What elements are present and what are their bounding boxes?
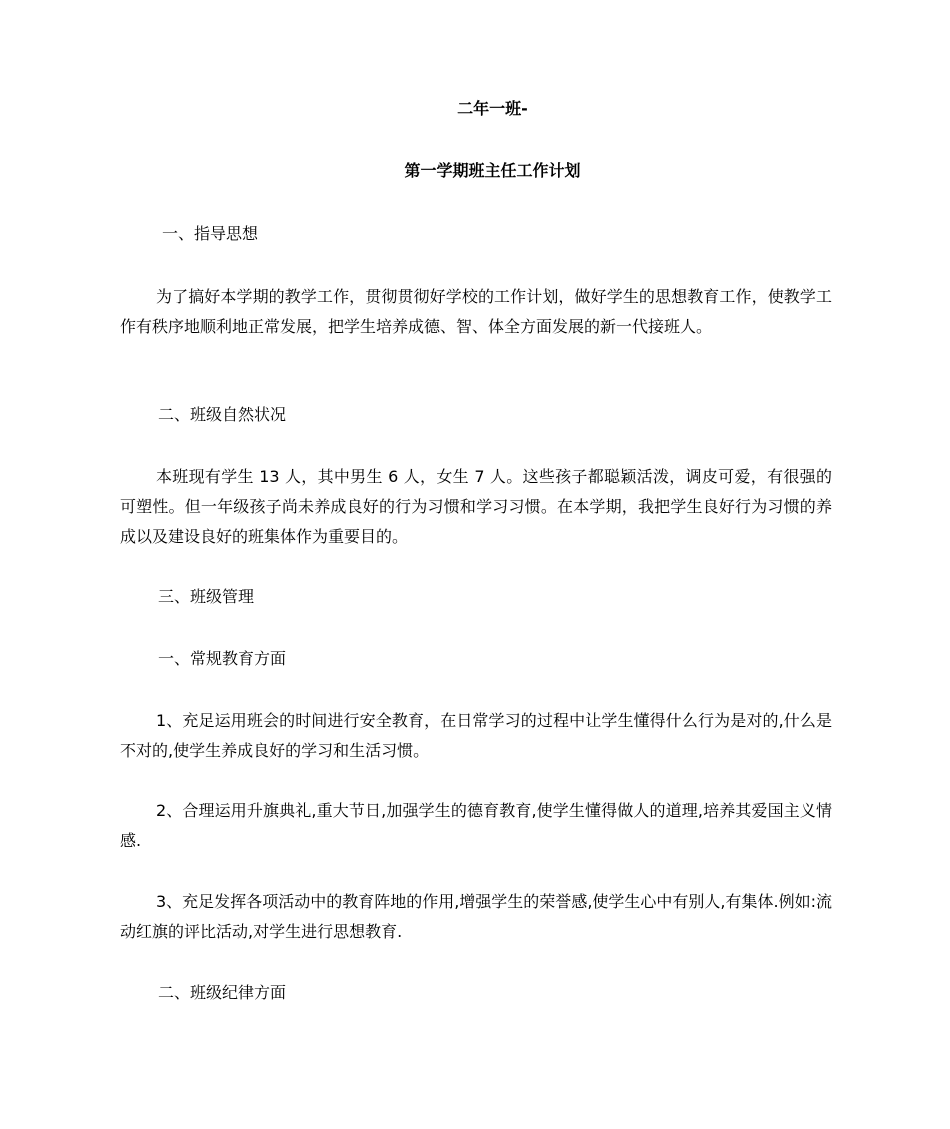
list-item-1: 1、充足运用班会的时间进行安全教育，在日常学习的过程中让学生懂得什么行为是对的,什么是不对的,使学生养成良好的学习和生活习惯。 (120, 711, 832, 760)
document-title-line1: 二年一班- (457, 99, 528, 118)
section-heading-management: 三、班级管理 (158, 587, 255, 606)
list-item-2: 2、合理运用升旗典礼,重大节日,加强学生的德育教育,使学生懂得做人的道理,培养其爱国主义情感. (120, 801, 832, 850)
list-item-3: 3、充足发挥各项活动中的教育阵地的作用,增强学生的荣誉感,使学生心中有别人,有集体.例如:流动红旗的评比活动,对学生进行思想教育. (120, 892, 832, 941)
section-heading-class-status: 二、班级自然状况 (158, 405, 287, 424)
paragraph-class-status: 本班现有学生 13 人，其中男生 6 人，女生 7 人。这些孩子都聪颖活泼，调皮可爱，有很强的可塑性。但一年级孩子尚未养成良好的行为习惯和学习习惯。在本学期，我把学生良好行为习惯的养成以及建设良好的班集体作为重要目的。 (120, 467, 832, 546)
paragraph-guiding: 为了搞好本学期的教学工作，贯彻贯彻好学校的工作计划，做好学生的思想教育工作，使教学工作有秩序地顺利地正常发展，把学生培养成德、智、体全方面发展的新一代接班人。 (120, 287, 832, 336)
subsection-heading-discipline: 二、班级纪律方面 (158, 983, 287, 1002)
subsection-heading-routine: 一、常规教育方面 (158, 649, 287, 668)
section-heading-guiding: 一、指导思想 (162, 224, 259, 243)
document-title-line2: 第一学期班主任工作计划 (404, 161, 581, 180)
